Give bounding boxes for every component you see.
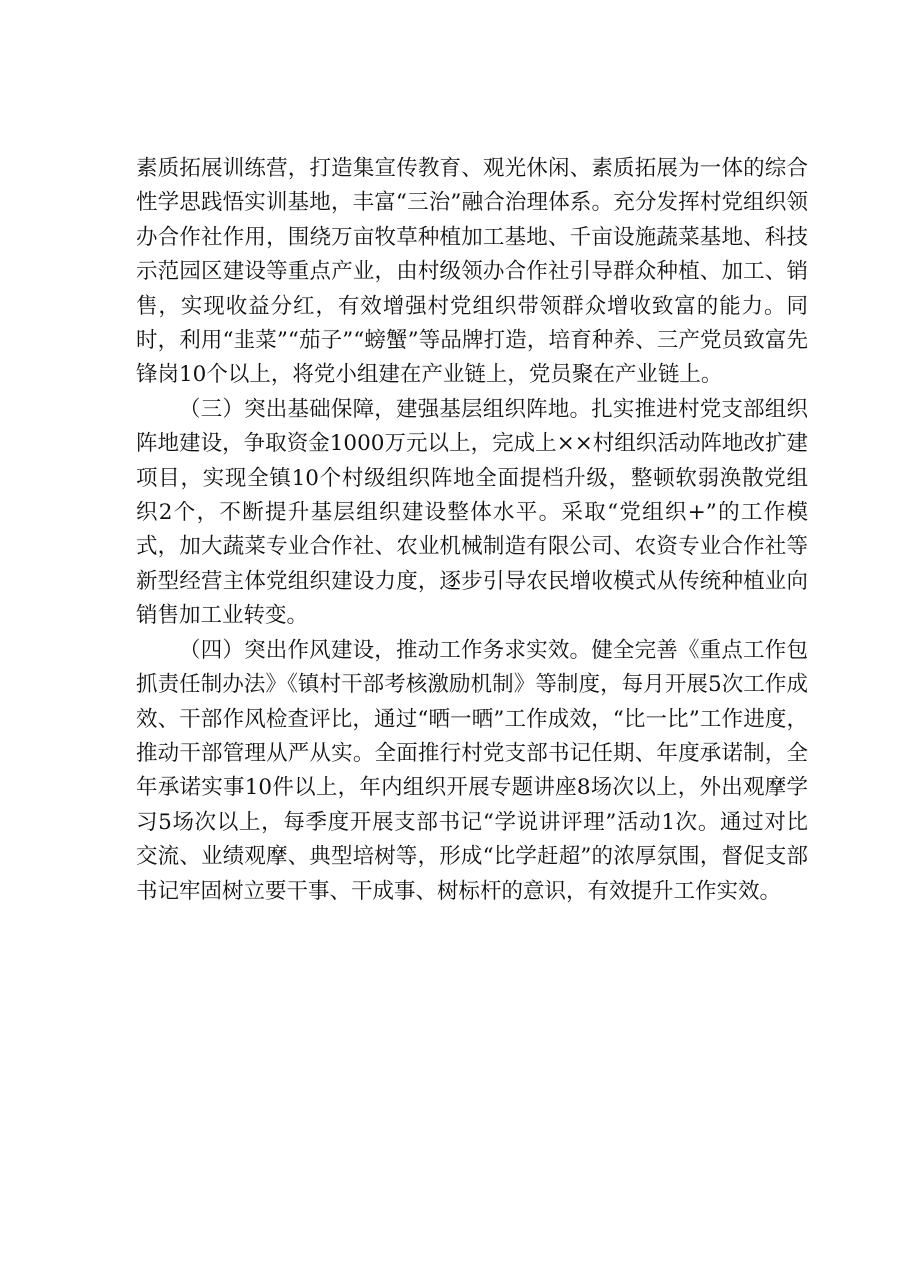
paragraph-continuation: 素质拓展训练营，打造集宣传教育、观光休闲、素质拓展为一体的综合性学思践悟实训基地，丰富“三治”融合治理体系。充分发挥村党组织领办合作社作用，围绕万亩牧草种植加工基地、千亩设施蔬菜基地、科技示范园区建设等重点产业，由村级领办合作社引导群众种植、加工、销售，实现收益分红，有效增强村党组织带领群众增收致富的能力。同时，利用“韭菜”“茄子”“螃蟹”等品牌打造，培育种养、三产党员致富先锋岗10个以上，将党小组建在产业链上，党员聚在产业链上。	[136, 156, 808, 388]
paragraph-section-3: （三）突出基础保障，建强基层组织阵地。扎实推进村党支部组织阵地建设，争取资金1000万元以上，完成上××村组织活动阵地改扩建项目，实现全镇10个村级组织阵地全面提档升级，整顿软弱涣散党组织2个，不断提升基层组织建设整体水平。采取“党组织+”的工作模式，加大蔬菜专业合作社、农业机械制造有限公司、农资专业合作社等新型经营主体党组织建设力度，逐步引导农民增收模式从传统种植业向销售加工业转变。	[136, 396, 808, 629]
paragraph-section-4: （四）突出作风建设，推动工作务求实效。健全完善《重点工作包抓责任制办法》《镇村干部考核激励机制》等制度，每月开展5次工作成效、干部作风检查评比，通过“晒一晒”工作成效，“比一比”工作进度，推动干部管理从严从实。全面推行村党支部书记任期、年度承诺制，全年承诺实事10件以上，年内组织开展专题讲座8场次以上，外出观摩学习5场次以上，每季度开展支部书记“学说讲评理”活动1次。通过对比交流、业绩观摩、典型培树等，形成“比学赶超”的浓厚氛围，督促支部书记牢固树立要干事、干成事、树标杆的意识，有效提升工作实效。	[136, 637, 809, 904]
document-body	[136, 152, 808, 909]
